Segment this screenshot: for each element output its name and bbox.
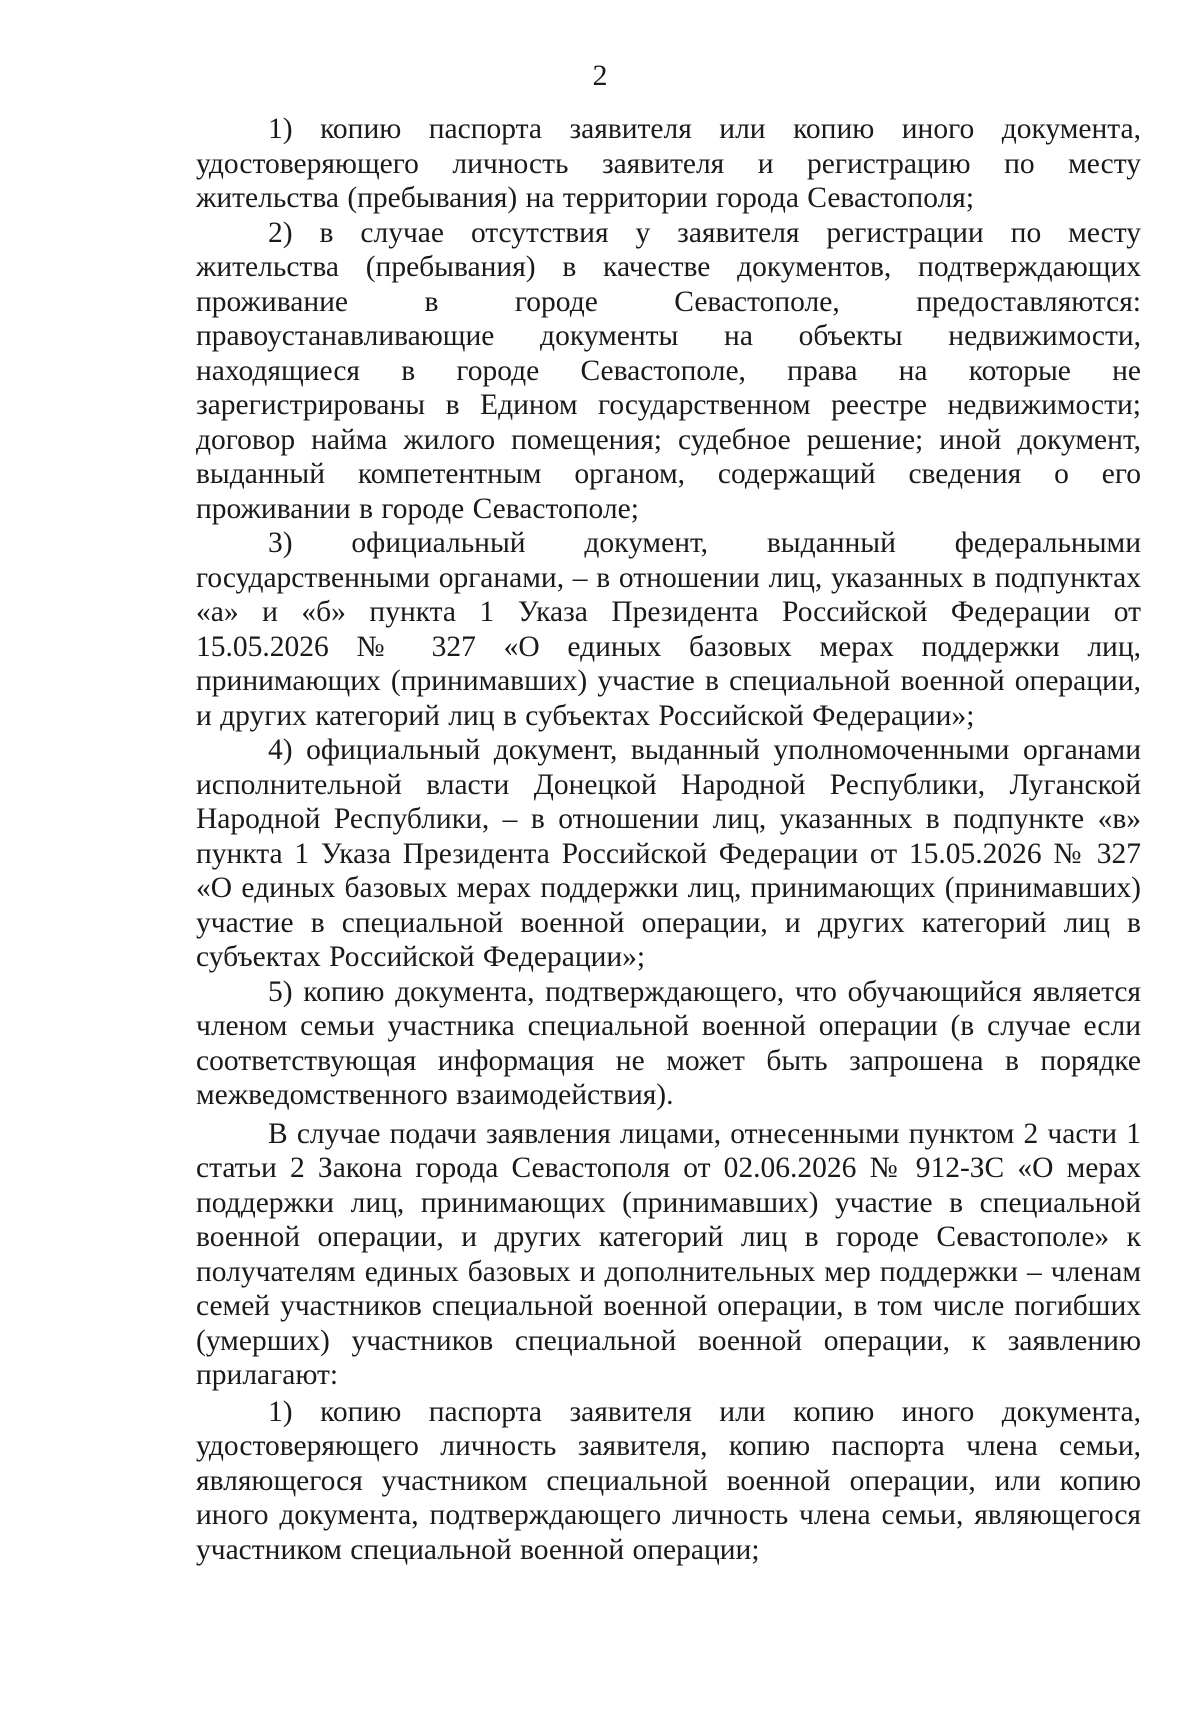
- paragraph-item-2-residence: 2) в случае отсутствия у заявителя регистрации по месту жительства (пребывания) в качестве документов, подтверждающих проживание в городе Севастополе, предоставляются: правоустанавливающие документы на объекты недвижимости, находящиеся в городе Севастополе, права на которые не зарегистрированы в Едином государственном реестре недвижимости; договор найма жилого помещения; судебное решение; иной документ, выданный компетентным органом, содержащий сведения о его проживании в городе Севастополе;: [196, 216, 1141, 525]
- paragraph-item-3-federal-document: 3) официальный документ, выданный федеральными государственными органами, – в отношении лиц, указанных в подпунктах «а» и «б» пункта 1 Указа Президента Российской Федерации от 15.05.2026 № 327 «О единых базовых мерах поддержки лиц, принимающих (принимавших) участие в специальной военной операции, и других категорий лиц в субъектах Российской Федерации»;: [196, 527, 1141, 732]
- paragraph-family-members-application: В случае подачи заявления лицами, отнесенными пунктом 2 части 1 статьи 2 Закона города Севастополя от 02.06.2026 № 912-ЗС «О мерах поддержки лиц, принимающих (принимавших) участие в специальной военной операции, и других категорий лиц в городе Севастополе» к получателям единых базовых и дополнительных мер поддержки – членам семей участников специальной военной операции, в том числе погибших (умерших) участников специальной военной операции, к заявлению прилагают:: [196, 1117, 1141, 1391]
- paragraph-item-1-passport: 1) копию паспорта заявителя или копию иного документа, удостоверяющего личность заявителя и регистрацию по месту жительства (пребывания) на территории города Севастополя;: [196, 113, 1141, 214]
- paragraph-item-5-family-member-document: 5) копию документа, подтверждающего, что обучающийся является членом семьи участника специальной военной операции (в случае если соответствующая информация не может быть запрошена в порядке межведомственного взаимодействия).: [196, 975, 1141, 1111]
- paragraph-item-4-dnr-lnr-document: 4) официальный документ, выданный уполномоченными органами исполнительной власти Донецкой Народной Республики, Луганской Народной Республики, – в отношении лиц, указанных в подпункте «в» пункта 1 Указа Президента Российской Федерации от 15.05.2026 № 327 «О единых базовых мерах поддержки лиц, принимающих (принимавших) участие в специальной военной операции, и других категорий лиц в субъектах Российской Федерации»;: [196, 734, 1141, 973]
- document-body: [196, 112, 1141, 1567]
- page-number: 2: [592, 59, 608, 92]
- paragraph-family-item-1-passport: 1) копию паспорта заявителя или копию иного документа, удостоверяющего личность заявителя, копию паспорта члена семьи, являющегося участником специальной военной операции, или копию иного документа, подтверждающего личность члена семьи, являющегося участником специальной военной операции;: [196, 1395, 1141, 1566]
